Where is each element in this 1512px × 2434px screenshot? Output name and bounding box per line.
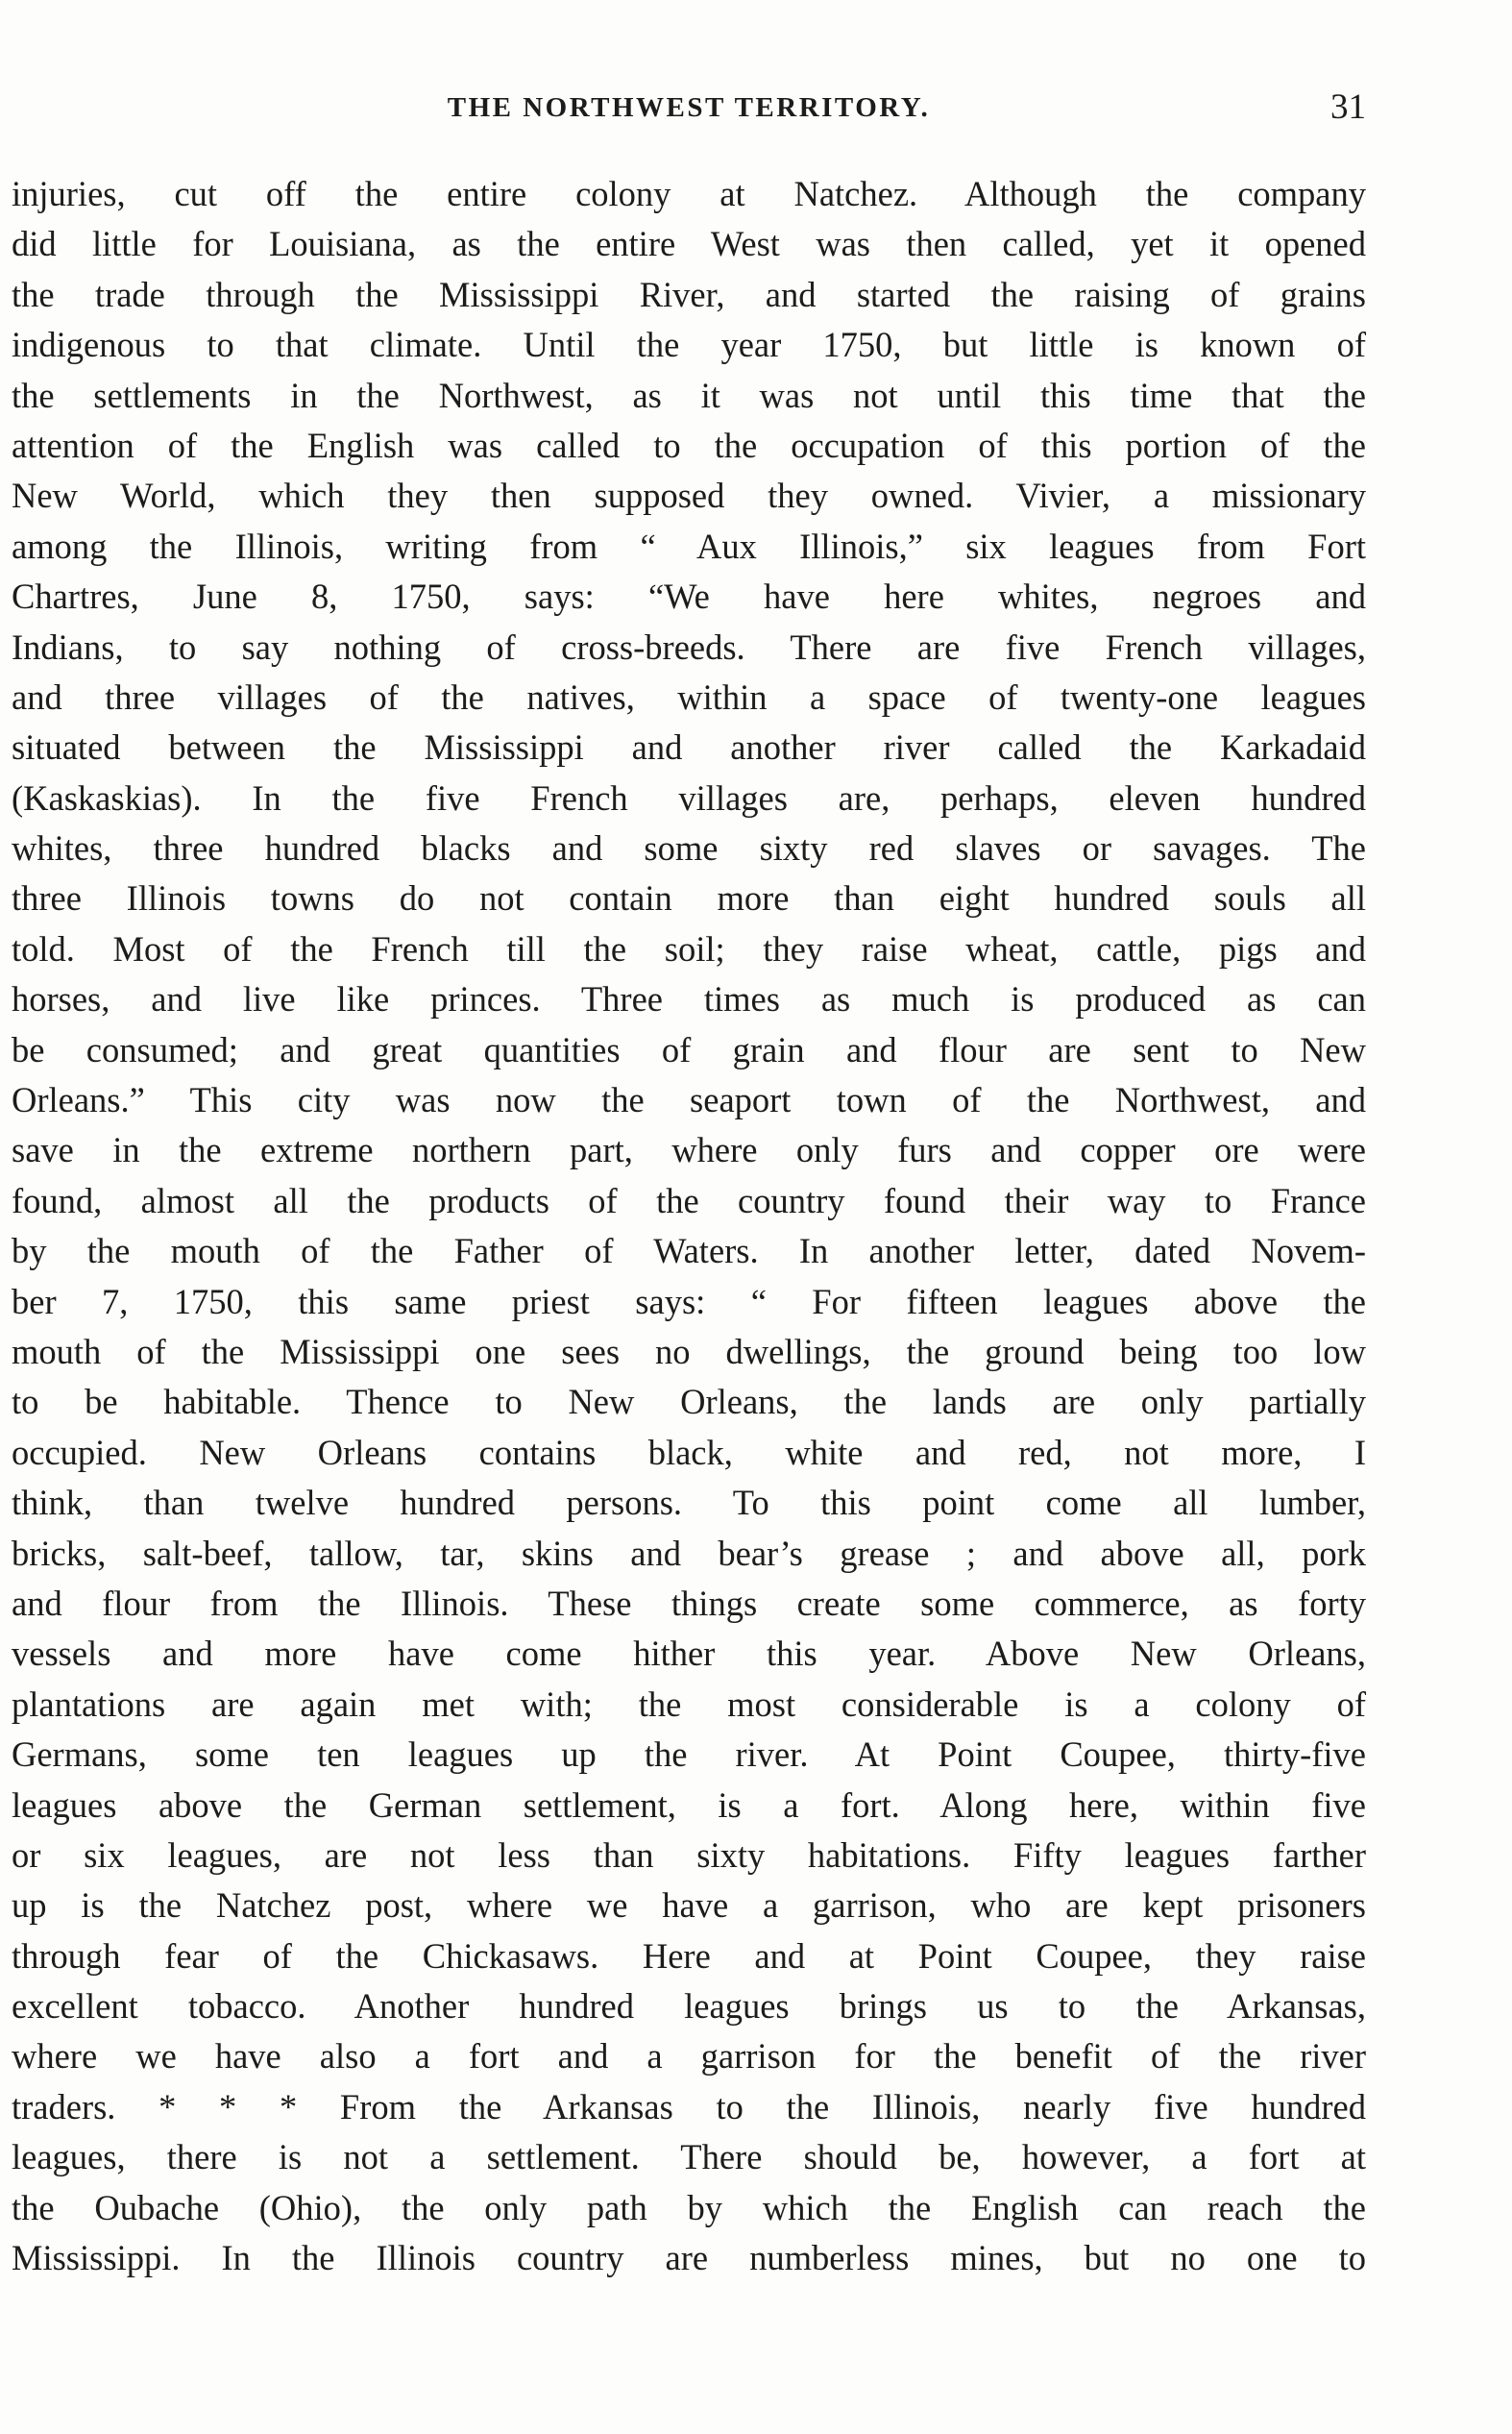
text-line: leagues above the German settlement, is a fort. Along here, within five bbox=[12, 1784, 1366, 1825]
text-line: where we have also a fort and a garrison for the benefit of the river bbox=[12, 2036, 1366, 2077]
text-line: situated between the Mississippi and another river called the Karkadaid bbox=[12, 727, 1366, 768]
text-line: three Illinois towns do not contain more than eight hundred souls all bbox=[12, 878, 1366, 919]
running-head bbox=[12, 85, 1366, 131]
text-line: injuries, cut off the entire colony at Natchez. Although the company bbox=[12, 174, 1366, 213]
text-line: be consumed; and great quantities of grain and flour are sent to New bbox=[12, 1029, 1366, 1069]
text-line: New World, which they then supposed they owned. Vivier, a missionary bbox=[12, 476, 1366, 516]
text-line: through fear of the Chickasaws. Here and at Point Coupee, they raise bbox=[12, 1935, 1366, 1976]
text-line: bricks, salt-beef, tallow, tar, skins and bear’s grease ; and above all, pork bbox=[12, 1533, 1366, 1573]
text-line: or six leagues, are not less than sixty habitations. Fifty leagues farther bbox=[12, 1834, 1366, 1875]
text-line: the Oubache (Ohio), the only path by which the English can reach the bbox=[12, 2187, 1366, 2227]
text-line: Indians, to say nothing of cross-breeds. There are five French villages, bbox=[12, 627, 1366, 667]
text-line: by the mouth of the Father of Waters. In another letter, dated Novem- bbox=[12, 1231, 1366, 1271]
text-line: whites, three hundred blacks and some sixty red slaves or savages. The bbox=[12, 828, 1366, 869]
text-line: Mississippi. In the Illinois country are numberless mines, but no one to bbox=[12, 2238, 1366, 2278]
text-line: among the Illinois, writing from “ Aux Illinois,” six leagues from Fort bbox=[12, 526, 1366, 566]
text-line: think, than twelve hundred persons. To this point come all lumber, bbox=[12, 1483, 1366, 1523]
body-text bbox=[12, 169, 1366, 2283]
text-line: indigenous to that climate. Until the year 1750, but little is known of bbox=[12, 325, 1366, 365]
text-line: to be habitable. Thence to New Orleans, the lands are only partially bbox=[12, 1382, 1366, 1422]
text-line: up is the Natchez post, where we have a garrison, who are kept prisoners bbox=[12, 1885, 1366, 1926]
text-line: and flour from the Illinois. These things create some commerce, as forty bbox=[12, 1583, 1366, 1623]
text-line: (Kaskaskias). In the five French villages are, perhaps, eleven hundred bbox=[12, 777, 1366, 818]
text-line: and three villages of the natives, within a space of twenty-one leagues bbox=[12, 676, 1366, 717]
text-line: horses, and live like princes. Three times as much is produced as can bbox=[12, 979, 1366, 1020]
running-title: THE NORTHWEST TERRITORY. bbox=[447, 92, 931, 123]
text-line: Chartres, June 8, 1750, says: “We have here whites, negroes and bbox=[12, 577, 1366, 617]
text-line: attention of the English was called to the occupation of this portion of the bbox=[12, 425, 1366, 465]
text-line: told. Most of the French till the soil; they raise wheat, cattle, pigs and bbox=[12, 928, 1366, 969]
text-line: save in the extreme northern part, where only furs and copper ore were bbox=[12, 1130, 1366, 1170]
text-line: the trade through the Mississippi River, and started the raising of grains bbox=[12, 274, 1366, 314]
text-line: ber 7, 1750, this same priest says: “ For fifteen leagues above the bbox=[12, 1281, 1366, 1321]
text-line: traders. * * * From the Arkansas to the Illinois, nearly five hundred bbox=[12, 2086, 1366, 2127]
text-line: Orleans.” This city was now the seaport town of the Northwest, and bbox=[12, 1080, 1366, 1120]
text-line: mouth of the Mississippi one sees no dwellings, the ground being too low bbox=[12, 1331, 1366, 1371]
text-line: occupied. New Orleans contains black, white and red, not more, I bbox=[12, 1432, 1366, 1472]
text-line: the settlements in the Northwest, as it was not until this time that the bbox=[12, 375, 1366, 415]
text-line: Germans, some ten leagues up the river. At Point Coupee, thirty-five bbox=[12, 1734, 1366, 1775]
text-line: vessels and more have come hither this year. Above New Orleans, bbox=[12, 1634, 1366, 1674]
text-line: plantations are again met with; the most considerable is a colony of bbox=[12, 1684, 1366, 1724]
text-line: found, almost all the products of the country found their way to France bbox=[12, 1180, 1366, 1220]
text-line: did little for Louisiana, as the entire West was then called, yet it opened bbox=[12, 224, 1366, 264]
text-line: leagues, there is not a settlement. There should be, however, a fort at bbox=[12, 2137, 1366, 2177]
page-number: 31 bbox=[1330, 87, 1366, 127]
text-line: excellent tobacco. Another hundred leagues brings us to the Arkansas, bbox=[12, 1986, 1366, 2027]
